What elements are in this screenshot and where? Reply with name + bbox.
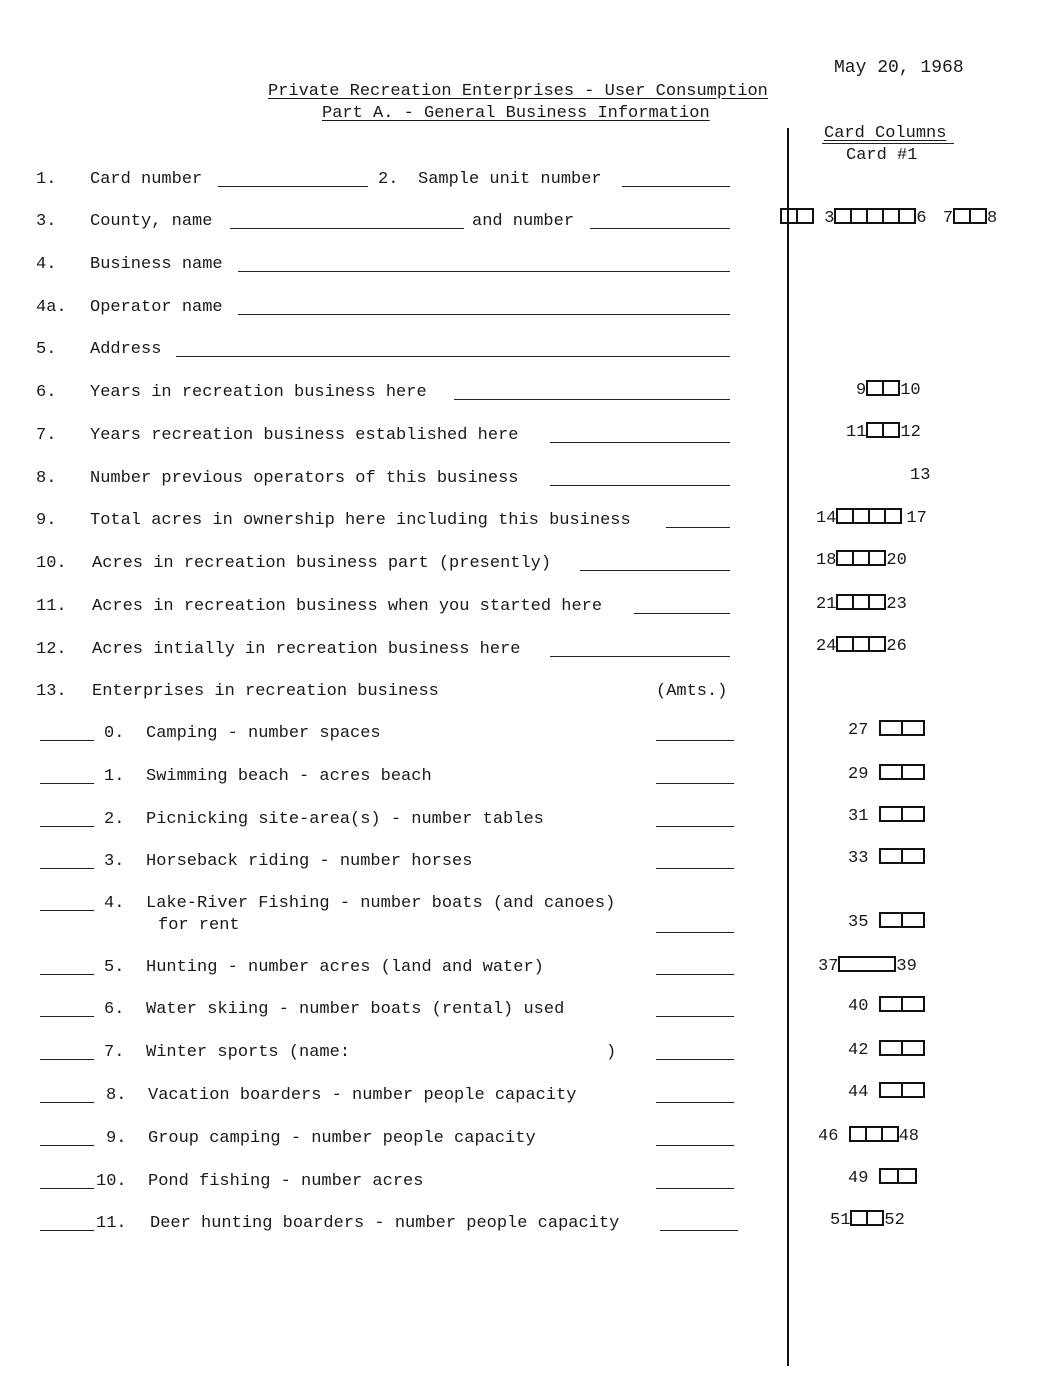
card-column-boxes[interactable] <box>836 636 886 652</box>
enterprise-amount-field[interactable] <box>656 916 734 933</box>
enterprise-check-blank[interactable] <box>40 958 94 975</box>
card-column-number: 46 <box>818 1127 839 1146</box>
enterprise-row-camping <box>0 724 780 746</box>
question-number: 5. <box>36 340 57 359</box>
card-column-boxes[interactable] <box>879 1040 925 1056</box>
card-column-number: 49 <box>848 1169 869 1188</box>
card-columns-10 <box>816 550 907 571</box>
enterprise-check-blank[interactable] <box>40 1043 94 1060</box>
business-name-label: Business name <box>90 255 223 274</box>
card-column-boxes[interactable] <box>879 848 925 864</box>
enterprise-check-blank[interactable] <box>40 767 94 784</box>
enterprise-number: 4. <box>104 894 125 913</box>
enterprise-check-blank[interactable] <box>40 1214 94 1231</box>
enterprise-label: Hunting - number acres (land and water) <box>146 958 544 977</box>
enterprise-amount-field[interactable] <box>656 1000 734 1017</box>
enterprise-row-fishing-cont <box>0 916 780 938</box>
question-number: 11. <box>36 597 67 616</box>
card-column-boxes[interactable] <box>834 208 916 224</box>
card-columns-7 <box>846 422 921 443</box>
card-column-number: 3 <box>824 209 835 228</box>
question-number: 8. <box>36 469 57 488</box>
question-3-row <box>0 212 780 234</box>
enterprise-label: Winter sports (name: <box>146 1043 351 1062</box>
enterprise-number: 7. <box>104 1043 125 1062</box>
operator-name-label: Operator name <box>90 298 223 317</box>
card-column-boxes[interactable] <box>879 720 925 736</box>
enterprise-number: 3. <box>104 852 125 871</box>
acres-present-field[interactable] <box>580 554 730 571</box>
question-number: 1. <box>36 170 57 189</box>
card-number-label: Card number <box>90 170 203 189</box>
enterprise-number: 0. <box>104 724 125 743</box>
card-column-40 <box>848 996 925 1017</box>
card-column-number: 40 <box>848 997 869 1016</box>
acres-started-field[interactable] <box>634 597 730 614</box>
amounts-heading: (Amts.) <box>656 682 728 701</box>
enterprises-label: Enterprises in recreation business <box>92 682 439 701</box>
enterprise-row-deer-hunting <box>0 1214 780 1236</box>
question-1-row <box>0 170 780 192</box>
enterprise-check-blank[interactable] <box>40 1000 94 1017</box>
county-number-field[interactable] <box>590 212 730 229</box>
enterprise-amount-field[interactable] <box>656 810 734 827</box>
card-number-heading: Card #1 <box>846 146 918 165</box>
enterprise-amount-field[interactable] <box>656 767 734 784</box>
acres-present-label: Acres in recreation business part (presently) <box>92 554 552 573</box>
card-columns-51-52 <box>830 1210 905 1231</box>
card-columns-6 <box>856 380 921 401</box>
enterprise-check-blank[interactable] <box>40 852 94 869</box>
card-column-box[interactable] <box>838 956 896 972</box>
card-column-number: 8 <box>987 209 998 228</box>
enterprise-row-group-camping <box>0 1129 780 1151</box>
question-number: 4. <box>36 255 57 274</box>
card-columns-heading: Card Columns <box>824 124 947 143</box>
enterprise-label: Water skiing - number boats (rental) used <box>146 1000 565 1019</box>
question-6-row <box>0 383 780 405</box>
enterprise-check-blank[interactable] <box>40 1172 94 1189</box>
card-column-boxes[interactable] <box>879 1168 917 1184</box>
card-column-boxes[interactable] <box>836 508 902 524</box>
question-number: 7. <box>36 426 57 445</box>
enterprise-label: Vacation boarders - number people capacity <box>148 1086 577 1105</box>
question-number: 13. <box>36 682 67 701</box>
enterprise-check-blank[interactable] <box>40 724 94 741</box>
question-4a-row <box>0 298 780 320</box>
enterprise-amount-field[interactable] <box>656 1043 734 1060</box>
enterprise-amount-field[interactable] <box>656 1172 734 1189</box>
enterprise-label: Picnicking site-area(s) - number tables <box>146 810 544 829</box>
card-column-27 <box>848 720 925 741</box>
enterprise-row-hunting <box>0 958 780 980</box>
question-number: 2. <box>378 170 399 189</box>
address-field[interactable] <box>176 340 730 357</box>
card-column-number: 37 <box>818 957 839 976</box>
card-column-31 <box>848 806 925 827</box>
question-number: 6. <box>36 383 57 402</box>
previous-operators-label: Number previous operators of this business <box>90 469 519 488</box>
enterprise-label: Group camping - number people capacity <box>148 1129 536 1148</box>
enterprise-amount-field[interactable] <box>660 1214 738 1231</box>
enterprise-amount-field[interactable] <box>656 724 734 741</box>
enterprise-row-horseback <box>0 852 780 874</box>
acres-initially-label: Acres intially in recreation business here <box>92 640 521 659</box>
form-title: Private Recreation Enterprises - User Consumption <box>268 82 768 101</box>
enterprise-label: Horseback riding - number horses <box>146 852 473 871</box>
enterprise-check-blank[interactable] <box>40 894 94 911</box>
card-column-boxes[interactable] <box>879 764 925 780</box>
question-number: 12. <box>36 640 67 659</box>
question-10-row <box>0 554 780 576</box>
enterprise-number: 9. <box>106 1129 127 1148</box>
document-date: May 20, 1968 <box>834 58 964 78</box>
card-header-underline <box>822 143 954 144</box>
question-number: 4a. <box>36 298 67 317</box>
card-column-number: 6 <box>916 209 927 228</box>
card-column-number: 24 <box>816 637 837 656</box>
enterprise-amount-field[interactable] <box>656 1129 734 1146</box>
card-columns-12 <box>816 636 907 657</box>
card-column-number: 23 <box>886 595 907 614</box>
enterprise-number: 8. <box>106 1086 127 1105</box>
card-column-boxes[interactable] <box>836 550 886 566</box>
card-number-field[interactable] <box>218 170 368 187</box>
business-name-field[interactable] <box>238 255 730 272</box>
years-in-business-field[interactable] <box>454 383 730 400</box>
card-column-49 <box>848 1168 917 1189</box>
enterprise-amount-field[interactable] <box>656 1086 734 1103</box>
enterprise-row-pond-fishing <box>0 1172 780 1194</box>
card-column-42 <box>848 1040 925 1061</box>
card-columns-9 <box>816 508 927 529</box>
enterprise-check-blank[interactable] <box>40 1086 94 1103</box>
enterprise-number: 11. <box>96 1214 127 1233</box>
question-number: 3. <box>36 212 57 231</box>
enterprise-label: Deer hunting boarders - number people capacity <box>150 1214 620 1233</box>
card-column-boxes[interactable] <box>866 380 900 396</box>
county-number-label: and number <box>472 212 575 231</box>
card-column-number: 39 <box>896 957 917 976</box>
enterprise-label-continued: for rent <box>158 916 240 935</box>
column-divider <box>787 128 789 1366</box>
card-column-number: 51 <box>830 1211 851 1230</box>
enterprise-amount-field[interactable] <box>656 958 734 975</box>
card-columns-46-48 <box>818 1126 919 1147</box>
card-column-number: 35 <box>848 913 869 932</box>
enterprise-row-winter-sports <box>0 1043 780 1065</box>
enterprise-row-water-skiing <box>0 1000 780 1022</box>
card-column-boxes[interactable] <box>879 996 925 1012</box>
enterprise-check-blank[interactable] <box>40 1129 94 1146</box>
acres-started-label: Acres in recreation business when you started here <box>92 597 603 616</box>
question-7-row <box>0 426 780 448</box>
card-column-number: 21 <box>816 595 837 614</box>
question-13-row <box>0 682 780 704</box>
enterprise-number: 6. <box>104 1000 125 1019</box>
enterprise-amount-field[interactable] <box>656 852 734 869</box>
acres-initially-field[interactable] <box>550 640 730 657</box>
card-column-boxes[interactable] <box>879 912 925 928</box>
card-column-boxes[interactable] <box>866 422 900 438</box>
card-column-boxes[interactable] <box>879 1082 925 1098</box>
question-9-row <box>0 511 780 533</box>
card-column-boxes[interactable] <box>780 208 814 224</box>
card-column-number: 13 <box>910 466 931 485</box>
card-column-number: 17 <box>906 509 927 528</box>
enterprise-number: 2. <box>104 810 125 829</box>
card-column-number: 44 <box>848 1083 869 1102</box>
card-column-number: 20 <box>886 551 907 570</box>
card-column-number: 14 <box>816 509 837 528</box>
enterprise-number: 5. <box>104 958 125 977</box>
question-8-row <box>0 469 780 491</box>
operator-name-field[interactable] <box>238 298 730 315</box>
question-5-row <box>0 340 780 362</box>
years-established-label: Years recreation business established here <box>90 426 519 445</box>
sample-unit-number-label: Sample unit number <box>418 170 602 189</box>
card-column-number: 29 <box>848 765 869 784</box>
enterprise-number: 10. <box>96 1172 127 1191</box>
card-column-33 <box>848 848 925 869</box>
enterprise-row-picnicking <box>0 810 780 832</box>
question-4-row <box>0 255 780 277</box>
card-column-number: 33 <box>848 849 869 868</box>
card-column-number: 27 <box>848 721 869 740</box>
card-column-8 <box>910 466 930 486</box>
card-column-number: 11 <box>846 423 867 442</box>
enterprise-row-fishing <box>0 894 780 916</box>
question-number: 9. <box>36 511 57 530</box>
card-column-number: 7 <box>942 209 954 228</box>
total-acres-field[interactable] <box>666 511 730 528</box>
card-column-number: 42 <box>848 1041 869 1060</box>
sample-unit-number-field[interactable] <box>622 170 730 187</box>
enterprise-label: Camping - number spaces <box>146 724 381 743</box>
card-column-29 <box>848 764 925 785</box>
enterprise-number: 1. <box>104 767 125 786</box>
card-column-number: 48 <box>898 1127 920 1146</box>
question-number: 10. <box>36 554 67 573</box>
card-column-boxes[interactable] <box>849 1126 899 1142</box>
county-name-label: County, name <box>90 212 213 231</box>
card-column-number: 18 <box>816 551 837 570</box>
enterprise-row-vacation-boarders <box>0 1086 780 1108</box>
card-column-number: 52 <box>884 1211 905 1230</box>
card-columns-37-39 <box>818 956 917 977</box>
card-column-44 <box>848 1082 925 1103</box>
card-column-number: 10 <box>900 381 921 400</box>
card-column-number: 12 <box>900 423 921 442</box>
years-established-field[interactable] <box>550 426 730 443</box>
address-label: Address <box>90 340 162 359</box>
card-column-number: 26 <box>886 637 907 656</box>
card-column-boxes[interactable] <box>850 1210 884 1226</box>
question-12-row <box>0 640 780 662</box>
years-in-business-label: Years in recreation business here <box>90 383 427 402</box>
previous-operators-field[interactable] <box>550 469 730 486</box>
enterprise-check-blank[interactable] <box>40 810 94 827</box>
winter-sports-close-paren: ) <box>606 1043 617 1062</box>
enterprise-row-swimming <box>0 767 780 789</box>
card-column-35 <box>848 912 925 933</box>
card-column-number: 31 <box>848 807 869 826</box>
card-column-boxes[interactable] <box>953 208 987 224</box>
card-columns-3 <box>780 208 997 229</box>
question-11-row <box>0 597 780 619</box>
enterprise-label: Lake-River Fishing - number boats (and canoes) <box>146 894 616 913</box>
enterprise-label: Swimming beach - acres beach <box>146 767 432 786</box>
enterprise-label: Pond fishing - number acres <box>148 1172 424 1191</box>
card-columns-11 <box>816 594 907 615</box>
county-name-field[interactable] <box>230 212 464 229</box>
form-subtitle: Part A. - General Business Information <box>322 104 710 123</box>
card-column-number: 9 <box>856 381 867 400</box>
card-column-boxes[interactable] <box>836 594 886 610</box>
card-column-boxes[interactable] <box>879 806 925 822</box>
total-acres-label: Total acres in ownership here including this business <box>90 511 631 530</box>
